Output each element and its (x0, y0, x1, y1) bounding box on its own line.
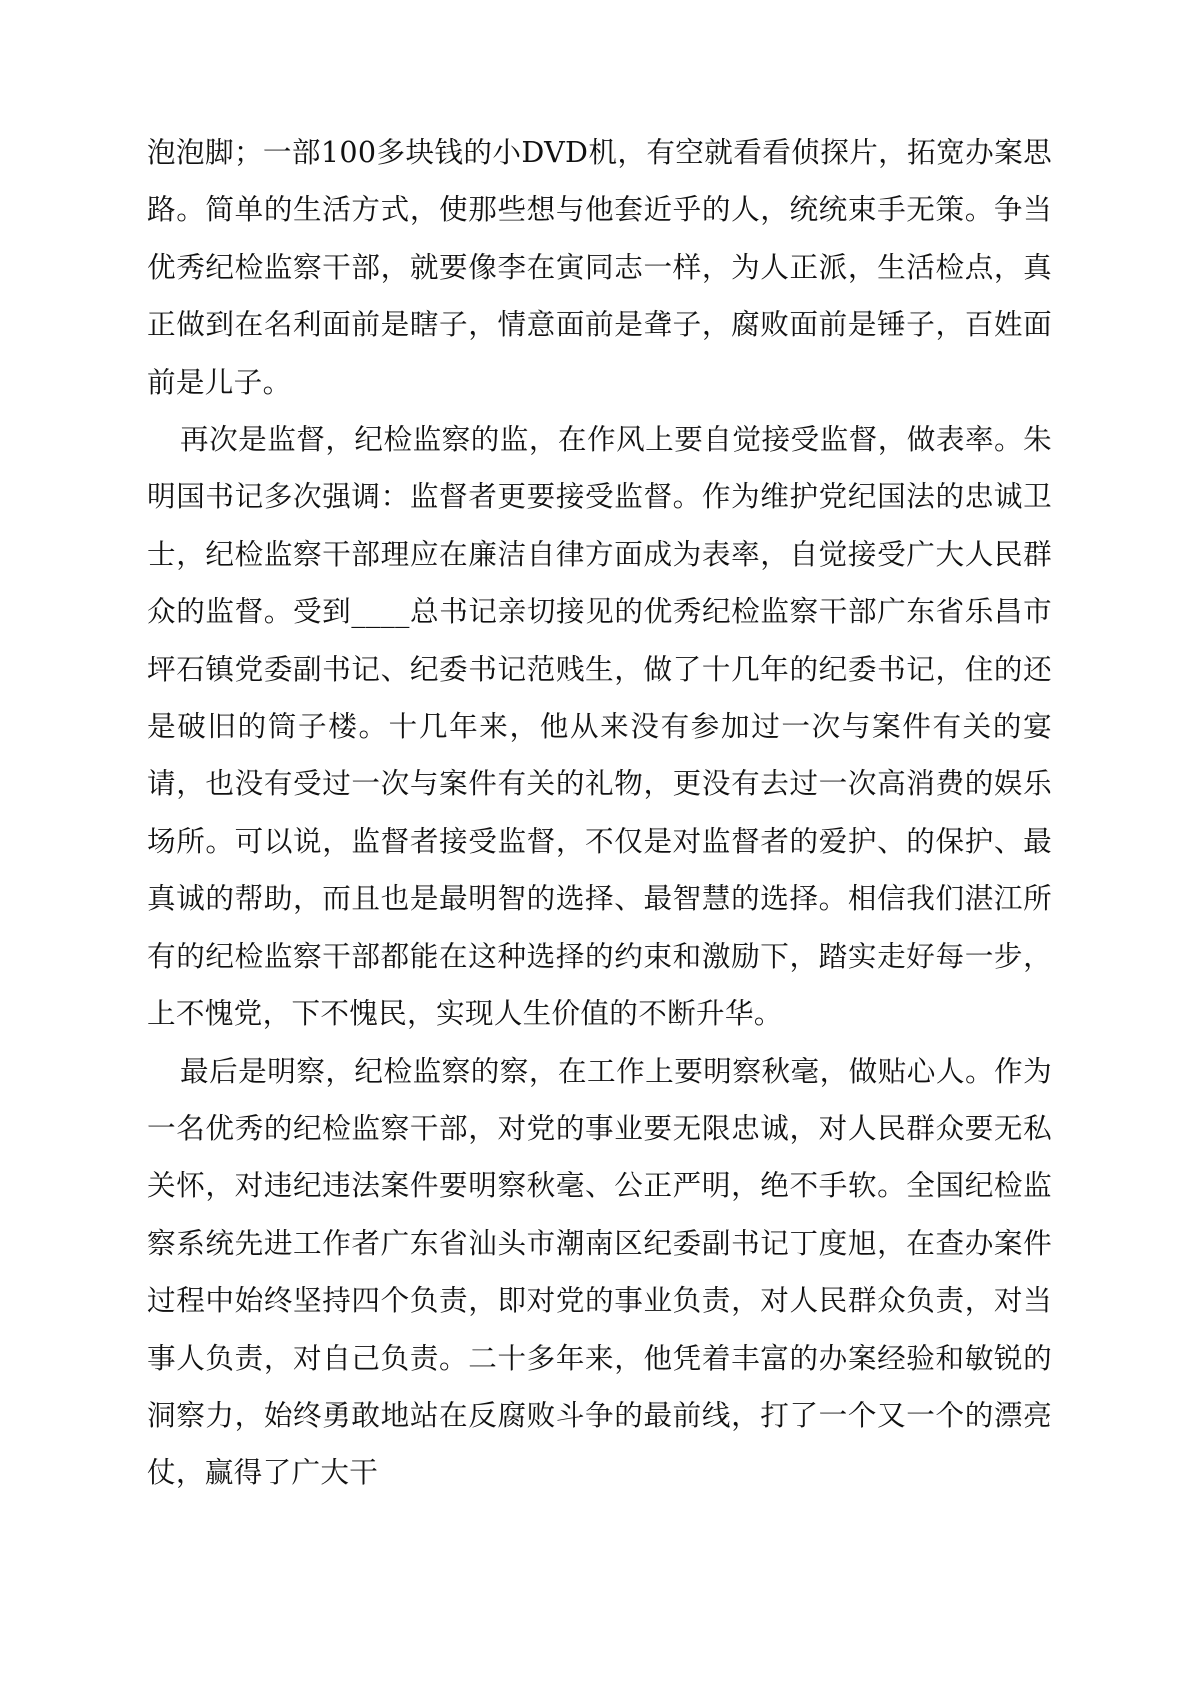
paragraph-3: 最后是明察，纪检监察的察，在工作上要明察秋毫，做贴心人。作为一名优秀的纪检监察干部，对党的事业要无限忠诚，对人民群众要无私关怀，对违纪违法案件要明察秋毫、公正严明，绝不手软。全国纪检监察系统先进工作者广东省汕头市潮南区纪委副书记丁度旭，在查办案件过程中始终坚持四个负责，即对党的事业负责，对人民群众负责，对当事人负责，对自己负责。二十多年来，他凭着丰富的办案经验和敏锐的洞察力，始终勇敢地站在反腐败斗争的最前线，打了一个又一个的漂亮仗，赢得了广大干 (147, 1053, 1052, 1490)
paragraph-1: 泡泡脚；一部100多块钱的小DVD机，有空就看看侦探片，拓宽办案思路。简单的生活方式，使那些想与他套近乎的人，统统束手无策。争当优秀纪检监察干部，就要像李在寅同志一样，为人正派，生活检点，真正做到在名利面前是瞎子，情意面前是聋子，腐败面前是锤子，百姓面前是儿子。 (147, 135, 1052, 399)
paragraph-2: 再次是监督，纪检监察的监，在作风上要自觉接受监督，做表率。朱明国书记多次强调：监督者更要接受监督。作为维护党纪国法的忠诚卫士，纪检监察干部理应在廉洁自律方面成为表率，自觉接受广大人民群众的监督。受到____总书记亲切接见的优秀纪检监察干部广东省乐昌市坪石镇党委副书记、纪委书记范贱生，做了十几年的纪委书记，住的还是破旧的筒子楼。十几年来，他从来没有参加过一次与案件有关的宴请，也没有受过一次与案件有关的礼物，更没有去过一次高消费的娱乐场所。可以说，监督者接受监督，不仅是对监督者的爱护、的保护、最真诚的帮助，而且也是最明智的选择、最智慧的选择。相信我们湛江所有的纪检监察干部都能在这种选择的约束和激励下，踏实走好每一步，上不愧党，下不愧民，实现人生价值的不断升华。 (147, 422, 1052, 1031)
document-page (147, 124, 1052, 1502)
